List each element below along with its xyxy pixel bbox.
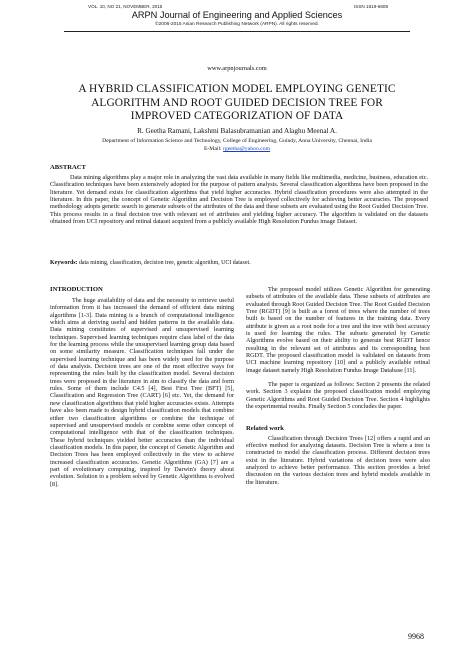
title-line: ALGORITHM AND ROOT GUIDED DECISION TREE FOR	[91, 96, 383, 109]
affiliation: Department of Information Science and Technology, College of Engineering, Guindy, Anna University, Chennai, India	[102, 138, 372, 144]
model-paragraph: The proposed model utilizes Genetic Algorithm for generating subsets of attributes of the available data. These subsets of attributes are evaluated through Root Guided Decision Tree. The Root Guided Decision Tree (RGDT) [9] is built as a forest of trees where the number of trees built is based on the number of features in the training data. Every attribute is given as a root node for a tree and the tree with best accuracy is used for learning the rules. The subsets generated by Genetic Algorithms evolve based on their ability to generate best RGDT hence resulting in the relevant set of attributes and its corresponding best RGDT. The proposed classification model is validated on datasets from UCI machine learning repository [10] and a publicly available retinal image dataset namely High Resolution Fundus Image Database [11].	[246, 286, 430, 374]
copyright-line: ©2006-2015 Asian Research Publishing Network (ARPN). All rights reserved.	[155, 22, 319, 27]
keywords-line	[50, 260, 428, 266]
abstract-heading: ABSTRACT	[50, 164, 86, 171]
left-column	[50, 286, 234, 488]
header-divider	[64, 31, 410, 32]
email-link[interactable]: rgeetha@yahoo.com	[223, 146, 271, 152]
email-label: E-Mail:	[203, 146, 224, 152]
related-work-heading: Related work	[246, 424, 284, 432]
abstract-text: Data mining algorithms play a major role in analyzing the vast data available in many fields like multimedia, medicine, business, education etc. Classification techniques have been extensively adopted for the purpose of pattern analysis. Several classification algorithms have been proposed in the literature. Yet demand exists for classification algorithms that yield higher accuracies. Hybrid classification procedures were also attempted in the literature. In this paper, the concept of Genetic Algorithm and Decision Tree is employed collectively for achieving better accuracies. The proposed methodology adopts genetic search to generate subsets of the attributes of the data and these subsets are evaluated using the Root Guided Decision Tree. This process results in a final decision tree with relevant set of attributes and yielding higher accuracy. The algorithm is validated on the datasets obtained from UCI repository and retinal dataset acquired from a publicly available High Resolution Fundus image Dataset.	[50, 174, 428, 226]
introduction-text: The huge availability of data and the necessity to retrieve useful information from it has increased the demand of efficient data mining algorithms [1-3]. Data mining is a branch of computational intelligence which aims at deriving useful and hidden patterns in the available data. Data mining constitutes of supervised and unsupervised learning techniques. Supervised learning techniques require class label of the data for the learning process while the unsupervised learning group data based on some similarity measure. Classification techniques fall under the supervised learning technique and has been widely used for the purpose of data analysis. Decision trees are one of the most effective ways for representing the rules built by the classification model. Several decision trees were proposed in the literature in aim to classify the data and form rules. Some of them include C4.5 [4], Best First Tree (BFT) [5], Classification and Regression Tree (CART) [6] etc. Yet, the demand for new classification algorithms that yield higher accuracies exists. Attempts have also been made to design hybrid classification models that combine either two classification algorithms or combine the technique of supervised and unsupervised models or combine some other concept of computational intelligence with that of the classification techniques. These hybrid techniques yielded better accuracies than the individual classification models. In this paper, the concept of Genetic Algorithm and Decision Trees has been employed collectively in the view to achieve increased classification accuracies. Genetic Algorithms (GA) [7] are a part of evolutionary computing, inspired by Darwin's theory about evolution. Solution to a problem solved by Genetic Algorithms is evolved [8].	[50, 297, 234, 488]
paper-title	[40, 83, 434, 124]
email-line	[0, 146, 474, 152]
right-column	[246, 286, 430, 486]
author-list: R. Geetha Ramani, Lakshmi Balasubramanian and Alaghu Meenal A.	[137, 127, 337, 135]
journal-name: ARPN Journal of Engineering and Applied Sciences	[131, 10, 343, 20]
keywords-text: data mining, classification, decision tree, genetic algorithm, UCI dataset.	[77, 260, 251, 266]
volume-line: VOL. 10, NO 21, NOVEMBER, 2015	[88, 4, 163, 9]
introduction-heading: INTRODUCTION	[50, 286, 103, 293]
issn: ISSN 1819-6608	[354, 4, 388, 9]
keywords-label: Keywords:	[50, 260, 78, 266]
page-number: 9968	[408, 632, 424, 641]
organization-paragraph: The paper is organized as follows: Section 2 presents the related work. Section 3 explains the proposed classification model employing Genetic Algorithms and Root Guided Decision Tree. Section 4 highlights the experimental results. Finally Section 5 concludes the paper.	[246, 381, 430, 411]
title-line: A HYBRID CLASSIFICATION MODEL EMPLOYING GENETIC	[78, 83, 396, 95]
journal-website[interactable]: www.arpnjournals.com	[207, 65, 267, 72]
related-work-text: Classification through Decision Trees [12] offers a rapid and an effective method for analyzing datasets. Decision Tree is where a tree is constructed to model the classification process. Different decision trees exist in the literature. Hybrid variations of decision trees were also analyzed to achieve better performance. This section provides a brief discussion on the various decision trees and hybrid models available in the literature.	[246, 434, 430, 486]
title-line: IMPROVED CATEGORIZATION OF DATA	[130, 110, 344, 123]
